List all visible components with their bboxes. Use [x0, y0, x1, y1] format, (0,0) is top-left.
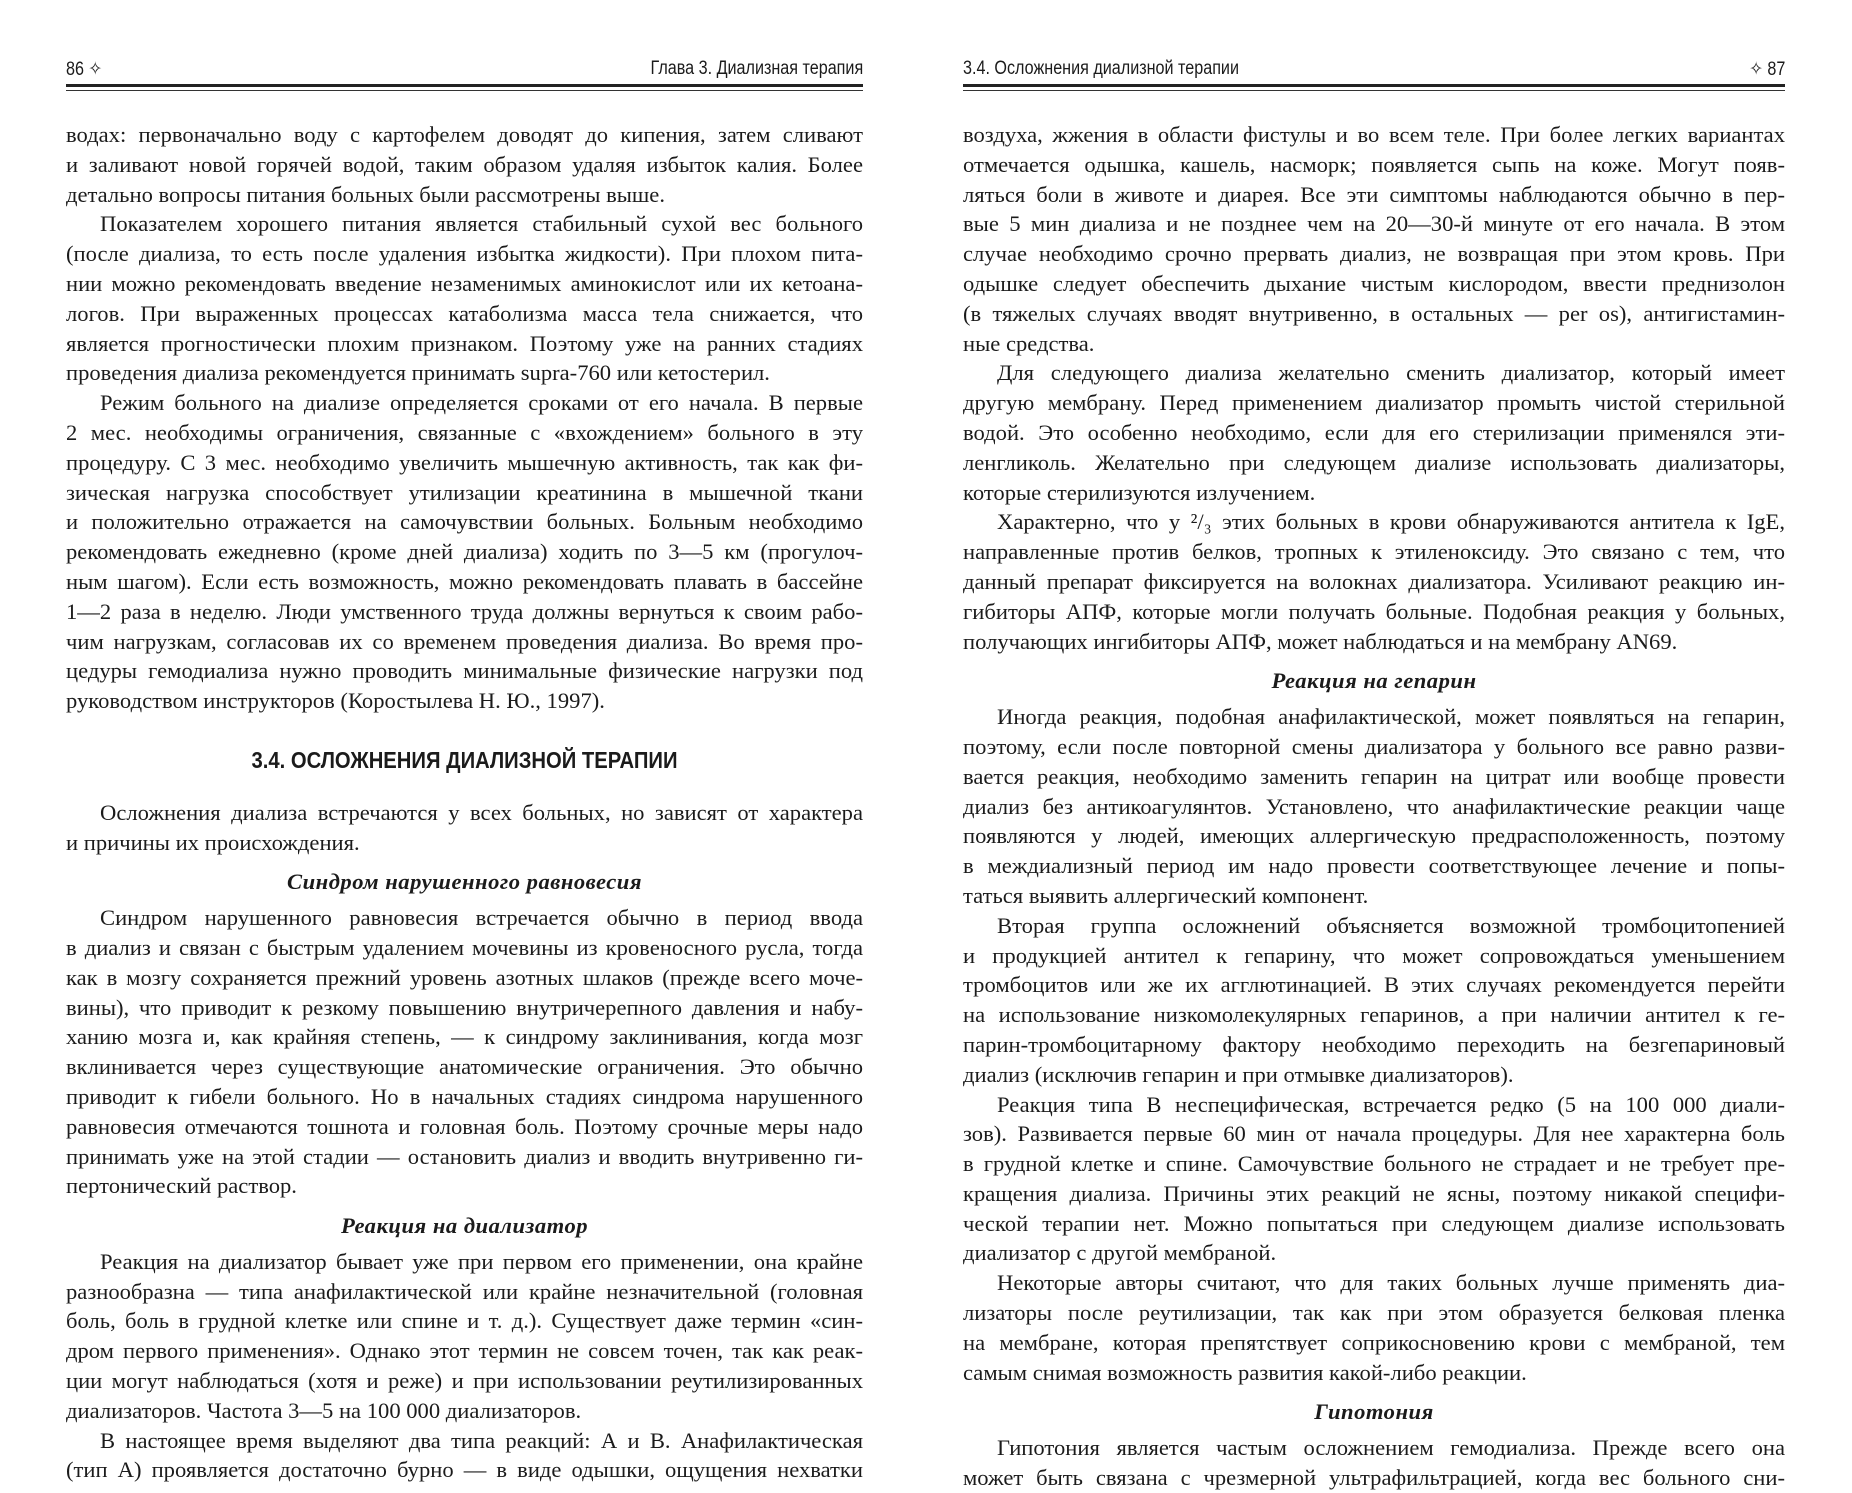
- text-line: данный препарат фиксируется на волокнах диализатора. Усиливают реакцию ин-: [963, 568, 1785, 594]
- subsection-heading: Гипотония: [1314, 1399, 1434, 1425]
- text-line: как в мозгу сохраняется прежний уровень азотных шлаков (прежде всего моче-: [66, 964, 863, 990]
- text-line: Вторая группа осложнений объясняется возможной тромбоцитопенией: [997, 912, 1785, 938]
- paragraph: [963, 1268, 1785, 1387]
- text-line: Реакция типа В неспецифическая, встречается редко (5 на 100 000 диали-: [997, 1091, 1785, 1117]
- paragraph: [66, 1247, 863, 1426]
- text-line: принимать уже на этой стадии — остановить диализ и вводить внутривенно ги-: [66, 1143, 863, 1169]
- paragraph: [963, 120, 1785, 358]
- text-line: вые 5 мин диализа и не позднее чем на 20—30-й минуте от его начала. В этом: [963, 211, 1785, 237]
- page-number: ✧ 87: [1749, 59, 1785, 80]
- text-line: диализатор с другой мембраной.: [963, 1240, 1277, 1266]
- text-line: и заливают новой горячей водой, таким образом удаляя избыток калия. Более: [66, 151, 863, 177]
- text-line: 1—2 раза в неделю. Люди умственного труда должны вернуться к своим рабо-: [66, 598, 863, 624]
- text-line: другую мембрану. Перед применением диализатор промыть чистой стерильной: [963, 390, 1785, 416]
- text-line: лизаторы после реутилизации, так как при этом образуется белковая пленка: [963, 1300, 1785, 1326]
- text-line: Некоторые авторы считают, что для таких больных лучше применять диа-: [997, 1270, 1785, 1296]
- text-line: ческой терапии нет. Можно попытаться при следующем диализе использовать: [963, 1210, 1785, 1236]
- section-title: 3.4. Осложнения диализной терапии: [963, 58, 1239, 79]
- text-line: разнообразна — типа анафилактической или крайне незначительной (головная: [66, 1278, 863, 1304]
- paragraph: [66, 798, 863, 858]
- text-line: ные средства.: [963, 330, 1095, 356]
- paragraph: [66, 1426, 863, 1486]
- paragraph: [66, 903, 863, 1201]
- text-line: чим нагрузкам, согласовав их со временем проведения диализа. Во время про-: [66, 628, 863, 654]
- text-line: одышке следует обеспечить дыхание чистым кислородом, ввести преднизолон: [963, 270, 1785, 296]
- text-line: и продукцией антител к гепарину, что может сопровождаться уменьшением: [963, 942, 1785, 968]
- text-line: ции могут наблюдаться (хотя и реже) и при использовании реутилизированных: [66, 1368, 863, 1394]
- paragraph: [66, 120, 863, 209]
- text-line: вклинивается через существующие анатомические ограничения. Это обычно: [66, 1054, 863, 1080]
- text-line: вины), что приводит к резкому повышению внутричерепного давления и набу-: [66, 994, 863, 1020]
- text-line: тромбоцитов или же их агглютинацией. В этих случаях рекомендуется перейти: [963, 972, 1785, 998]
- text-line: ленгликоль. Желательно при следующем диализе использовать диализаторы,: [963, 449, 1785, 475]
- text-line: пертонический раствор.: [66, 1173, 297, 1199]
- text-line: является прогностически плохим признаком. Поэтому уже на ранних стадиях: [66, 330, 863, 356]
- text-line: равновесия отмечаются тошнота и головная боль. Поэтому срочные меры надо: [66, 1113, 863, 1139]
- text-line: (тип А) проявляется достаточно бурно — в виде одышки, ощущения нехватки: [66, 1457, 863, 1483]
- running-head: [963, 0, 1785, 92]
- text-line: отмечается одышка, кашель, насморк; появляется сыпь на коже. Могут появ-: [963, 151, 1785, 177]
- text-line: поэтому, если после повторной смены диализатора у больного все равно разви-: [963, 733, 1785, 759]
- text-line: которые стерилизуются излучением.: [963, 479, 1316, 505]
- text-line: в диализ и связан с быстрым удалением мочевины из кровеносного русла, тогда: [66, 934, 863, 960]
- text-line: водой. Это особенно необходимо, если для его стерилизации применялся эти-: [963, 419, 1785, 445]
- page-body: [963, 120, 1785, 1493]
- text-line: гибиторы АПФ, которые могли получать больные. Подобная реакция у больных,: [963, 598, 1785, 624]
- text-line: В настоящее время выделяют два типа реакций: А и В. Анафилактическая: [100, 1427, 863, 1453]
- paragraph: [66, 388, 863, 716]
- text-line: случае необходимо срочно прервать диализ, не возвращая при этом кровь. При: [963, 241, 1785, 267]
- text-line: процедуру. С 3 мес. необходимо увеличить мышечную активность, так как фи-: [66, 449, 863, 475]
- text-line: боль, боль в грудной клетке или спине и т. д.). Существует даже термин «син-: [66, 1308, 863, 1334]
- paragraph: [963, 358, 1785, 507]
- text-line: проведения диализа рекомендуется принимать supra-760 или кетостерил.: [66, 360, 770, 386]
- text-line: рекомендовать ежедневно (кроме дней диализа) ходить по 3—5 км (прогулоч-: [66, 539, 863, 565]
- paragraph: [66, 209, 863, 388]
- paragraph: [963, 507, 1785, 656]
- text-line: воздуха, жжения в области фистулы и во всем теле. При более легких вариантах: [963, 122, 1785, 147]
- text-line: 2 мес. необходимы ограничения, связанные с «вхождением» больного в эту: [66, 419, 863, 445]
- text-line: зов). Развивается первые 60 мин от начала процедуры. Для нее характерна боль: [963, 1121, 1785, 1147]
- text-line: кращения диализа. Причины этих реакций не ясны, поэтому никакой специфи-: [963, 1180, 1785, 1206]
- paragraph: [963, 702, 1785, 911]
- text-line: на мембране, которая препятствует соприкосновению крови с мембраной, тем: [963, 1329, 1785, 1355]
- text-line: зическая нагрузка способствует утилизации креатинина в мышечной ткани: [66, 479, 863, 505]
- text-line: и причины их происхождения.: [66, 829, 360, 855]
- text-line: Иногда реакция, подобная анафилактической, может появляться на гепарин,: [997, 704, 1785, 730]
- text-line: на использование низкомолекулярных гепаринов, а при наличии антител к ге-: [963, 1002, 1785, 1028]
- paragraph: [963, 911, 1785, 1090]
- text-line: руководством инструкторов (Коростылева Н. Ю., 1997).: [66, 688, 605, 714]
- text-line: Показателем хорошего питания является стабильный сухой вес больного: [100, 211, 863, 237]
- text-line: вается реакция, необходимо заменить гепарин на цитрат или вообще провести: [963, 763, 1785, 789]
- text-line: в грудной клетке и спине. Самочувствие больного не страдает и не требует пре-: [963, 1151, 1785, 1177]
- text-line: таться выявить аллергический компонент.: [963, 882, 1369, 908]
- text-line: парин-тромбоцитарному фактору необходимо переходить на безгепариновый: [963, 1031, 1785, 1057]
- running-head: [66, 0, 863, 92]
- text-line: диализ без антикоагулянтов. Установлено, что анафилактические реакции чаще: [963, 793, 1785, 819]
- subsection-heading: Реакция на гепарин: [1271, 668, 1477, 694]
- text-line: (после диализа, то есть после удаления избытка жидкости). При плохом пита-: [66, 241, 863, 267]
- text-line: Характерно, что у ²/₃ этих больных в крови обнаруживаются антитела к IgE,: [997, 509, 1785, 535]
- chapter-title: Глава 3. Диализная терапия: [650, 58, 863, 79]
- text-line: ляться боли в животе и диарея. Все эти симптомы наблюдаются обычно в пер-: [963, 181, 1785, 207]
- text-line: цедуры гемодиализа нужно проводить минимальные физические нагрузки под: [66, 658, 863, 684]
- text-line: самым снимая возможность развития какой-либо реакции.: [963, 1359, 1527, 1385]
- section-heading: 3.4. ОСЛОЖНЕНИЯ ДИАЛИЗНОЙ ТЕРАПИИ: [251, 746, 678, 773]
- subsection-heading: Синдром нарушенного равновесия: [287, 869, 642, 895]
- text-line: в междиализный период им надо провести соответствующее лечение и попы-: [963, 853, 1785, 879]
- left-page: [66, 0, 863, 1485]
- subsection-heading: Реакция на диализатор: [340, 1213, 589, 1239]
- paragraph: [963, 1433, 1785, 1493]
- text-line: появляются у людей, имеющих аллергическую предрасположенность, поэтому: [963, 823, 1785, 849]
- header-rule: [963, 84, 1785, 87]
- page-number: 86 ✧: [66, 59, 102, 80]
- text-line: направленные против белков, тропных к этиленоксиду. Это связано с тем, что: [963, 539, 1785, 565]
- paragraph: [963, 1090, 1785, 1269]
- text-line: может быть связана с чрезмерной ультрафильтрацией, когда вес больного сни-: [963, 1465, 1785, 1491]
- text-line: Синдром нарушенного равновесия встречается обычно в период ввода: [100, 905, 863, 931]
- text-line: водах: первоначально воду с картофелем доводят до кипения, затем сливают: [66, 122, 863, 147]
- text-line: Гипотония является частым осложнением гемодиализа. Прежде всего она: [997, 1435, 1785, 1461]
- text-line: приводит к гибели больного. Но в начальных стадиях синдрома нарушенного: [66, 1083, 863, 1109]
- right-page: [963, 0, 1785, 1493]
- text-line: получающих ингибиторы АПФ, может наблюдаться и на мембрану AN69.: [963, 628, 1678, 654]
- header-rule-thin: [66, 90, 863, 91]
- text-line: Режим больного на диализе определяется сроками от его начала. В первые: [100, 390, 863, 416]
- text-line: дром первого применения». Однако этот термин не совсем точен, так как реак-: [66, 1338, 863, 1364]
- text-line: диализ (исключив гепарин и при отмывке диализаторов).: [963, 1061, 1514, 1087]
- text-line: (в тяжелых случаях вводят внутривенно, в остальных — per os), антигистамин-: [963, 300, 1785, 326]
- text-line: диализаторов. Частота 3—5 на 100 000 диализаторов.: [66, 1397, 582, 1423]
- text-line: Для следующего диализа желательно сменить диализатор, который имеет: [997, 360, 1785, 386]
- header-rule-thin: [963, 90, 1785, 91]
- text-line: и положительно отражается на самочувствии больных. Больным необходимо: [66, 509, 863, 535]
- text-line: детально вопросы питания больных были рассмотрены выше.: [66, 181, 665, 207]
- text-line: ханию мозга и, как крайняя степень, — к синдрому заклинивания, когда мозг: [66, 1024, 863, 1050]
- text-line: нии можно рекомендовать введение незаменимых аминокислот или их кетоана-: [66, 270, 863, 296]
- text-line: Осложнения диализа встречаются у всех больных, но зависят от характера: [100, 799, 863, 825]
- header-rule: [66, 84, 863, 87]
- text-line: ным шагом). Если есть возможность, можно рекомендовать плавать в бассейне: [66, 568, 863, 594]
- text-line: Реакция на диализатор бывает уже при первом его применении, она крайне: [100, 1248, 863, 1274]
- page-body: [66, 120, 863, 1485]
- text-line: логов. При выраженных процессах катаболизма масса тела снижается, что: [66, 300, 863, 326]
